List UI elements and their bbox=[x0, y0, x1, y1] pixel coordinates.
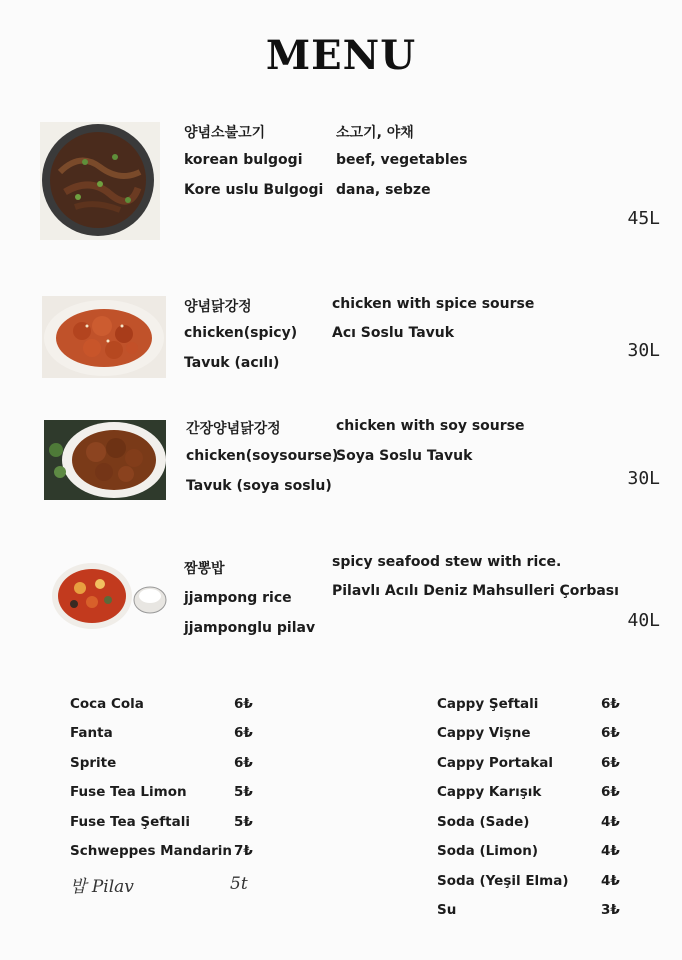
drink-price: 4₺ bbox=[601, 843, 620, 859]
dish-price: 30L bbox=[627, 340, 660, 361]
dish-price: 45L bbox=[627, 208, 660, 229]
dish-name-kr: 짬뽕밥 bbox=[184, 561, 225, 577]
dish-desc-en: spicy seafood stew with rice. bbox=[332, 554, 562, 570]
drink-name: Soda (Limon) bbox=[437, 843, 538, 859]
dish-desc-en: chicken with soy sourse bbox=[336, 418, 525, 434]
dish-name-en: korean bulgogi bbox=[184, 152, 303, 168]
drink-name: Cappy Portakal bbox=[437, 755, 553, 771]
dish-name-tr: Tavuk (acılı) bbox=[184, 355, 280, 371]
drink-price: 7₺ bbox=[234, 843, 253, 859]
drink-price: 6₺ bbox=[601, 755, 620, 771]
spicy-chicken-plate-icon bbox=[42, 296, 166, 378]
menu-title: MENU bbox=[265, 32, 417, 79]
jjampong-bowl-icon bbox=[50, 560, 170, 632]
dish-name-tr: Kore uslu Bulgogi bbox=[184, 182, 324, 198]
drink-price: 4₺ bbox=[601, 873, 620, 889]
dish-photo-soy-chicken bbox=[44, 420, 166, 500]
dish-price: 40L bbox=[627, 610, 660, 631]
drink-name: Fanta bbox=[70, 725, 113, 741]
dish-name-kr: 양념소불고기 bbox=[184, 125, 266, 141]
dish-desc-en: beef, vegetables bbox=[336, 152, 468, 168]
dish-name-en: chicken(soysourse) bbox=[186, 448, 339, 464]
dish-photo-bulgogi bbox=[40, 122, 160, 240]
dish-name-tr: jjamponglu pilav bbox=[184, 620, 316, 636]
drink-name: Fuse Tea Limon bbox=[70, 784, 187, 800]
drink-price: 5₺ bbox=[234, 784, 253, 800]
drink-name: Sprite bbox=[70, 755, 117, 771]
soy-chicken-plate-icon bbox=[44, 420, 166, 500]
bulgogi-plate-icon bbox=[40, 122, 160, 240]
drink-name: Soda (Yeşil Elma) bbox=[437, 873, 569, 889]
dish-name-tr: Tavuk (soya soslu) bbox=[186, 478, 332, 494]
dish-desc-tr: Acı Soslu Tavuk bbox=[332, 325, 455, 341]
drink-price: 6₺ bbox=[601, 696, 620, 712]
drink-price: 6₺ bbox=[234, 755, 253, 771]
dish-desc-tr: Soya Soslu Tavuk bbox=[336, 448, 473, 464]
drink-name: Coca Cola bbox=[70, 696, 144, 712]
drink-price: 4₺ bbox=[601, 814, 620, 830]
dish-name-kr: 양념닭강정 bbox=[184, 299, 252, 315]
drink-name: Cappy Vişne bbox=[437, 725, 531, 741]
dish-name-en: chicken(spicy) bbox=[184, 325, 298, 341]
dish-desc-en: chicken with spice sourse bbox=[332, 296, 535, 312]
drink-name: Cappy Şeftali bbox=[437, 696, 539, 712]
drink-price: 6₺ bbox=[601, 784, 620, 800]
handwritten-price: 5t bbox=[230, 874, 248, 894]
drink-name: Schweppes Mandarin bbox=[70, 843, 233, 859]
drink-name: Cappy Karışık bbox=[437, 784, 542, 800]
drink-price: 6₺ bbox=[234, 725, 253, 741]
dish-name-kr: 간장양념닭강정 bbox=[186, 421, 281, 437]
dish-desc-kr: 소고기, 야채 bbox=[336, 125, 414, 141]
dish-name-en: jjampong rice bbox=[184, 590, 292, 606]
drink-price: 3₺ bbox=[601, 902, 620, 918]
dish-desc-tr: Pilavlı Acılı Deniz Mahsulleri Çorbası bbox=[332, 583, 619, 599]
drink-price: 5₺ bbox=[234, 814, 253, 830]
drink-price: 6₺ bbox=[234, 696, 253, 712]
drink-name: Soda (Sade) bbox=[437, 814, 530, 830]
dish-photo-jjampong bbox=[50, 560, 170, 632]
dish-desc-tr: dana, sebze bbox=[336, 182, 431, 198]
dish-price: 30L bbox=[627, 468, 660, 489]
drink-name: Fuse Tea Şeftali bbox=[70, 814, 191, 830]
drink-name: Su bbox=[437, 902, 457, 918]
drink-price: 6₺ bbox=[601, 725, 620, 741]
dish-photo-spicy-chicken bbox=[42, 296, 166, 378]
handwritten-item: 밥 Pilav bbox=[70, 877, 134, 897]
